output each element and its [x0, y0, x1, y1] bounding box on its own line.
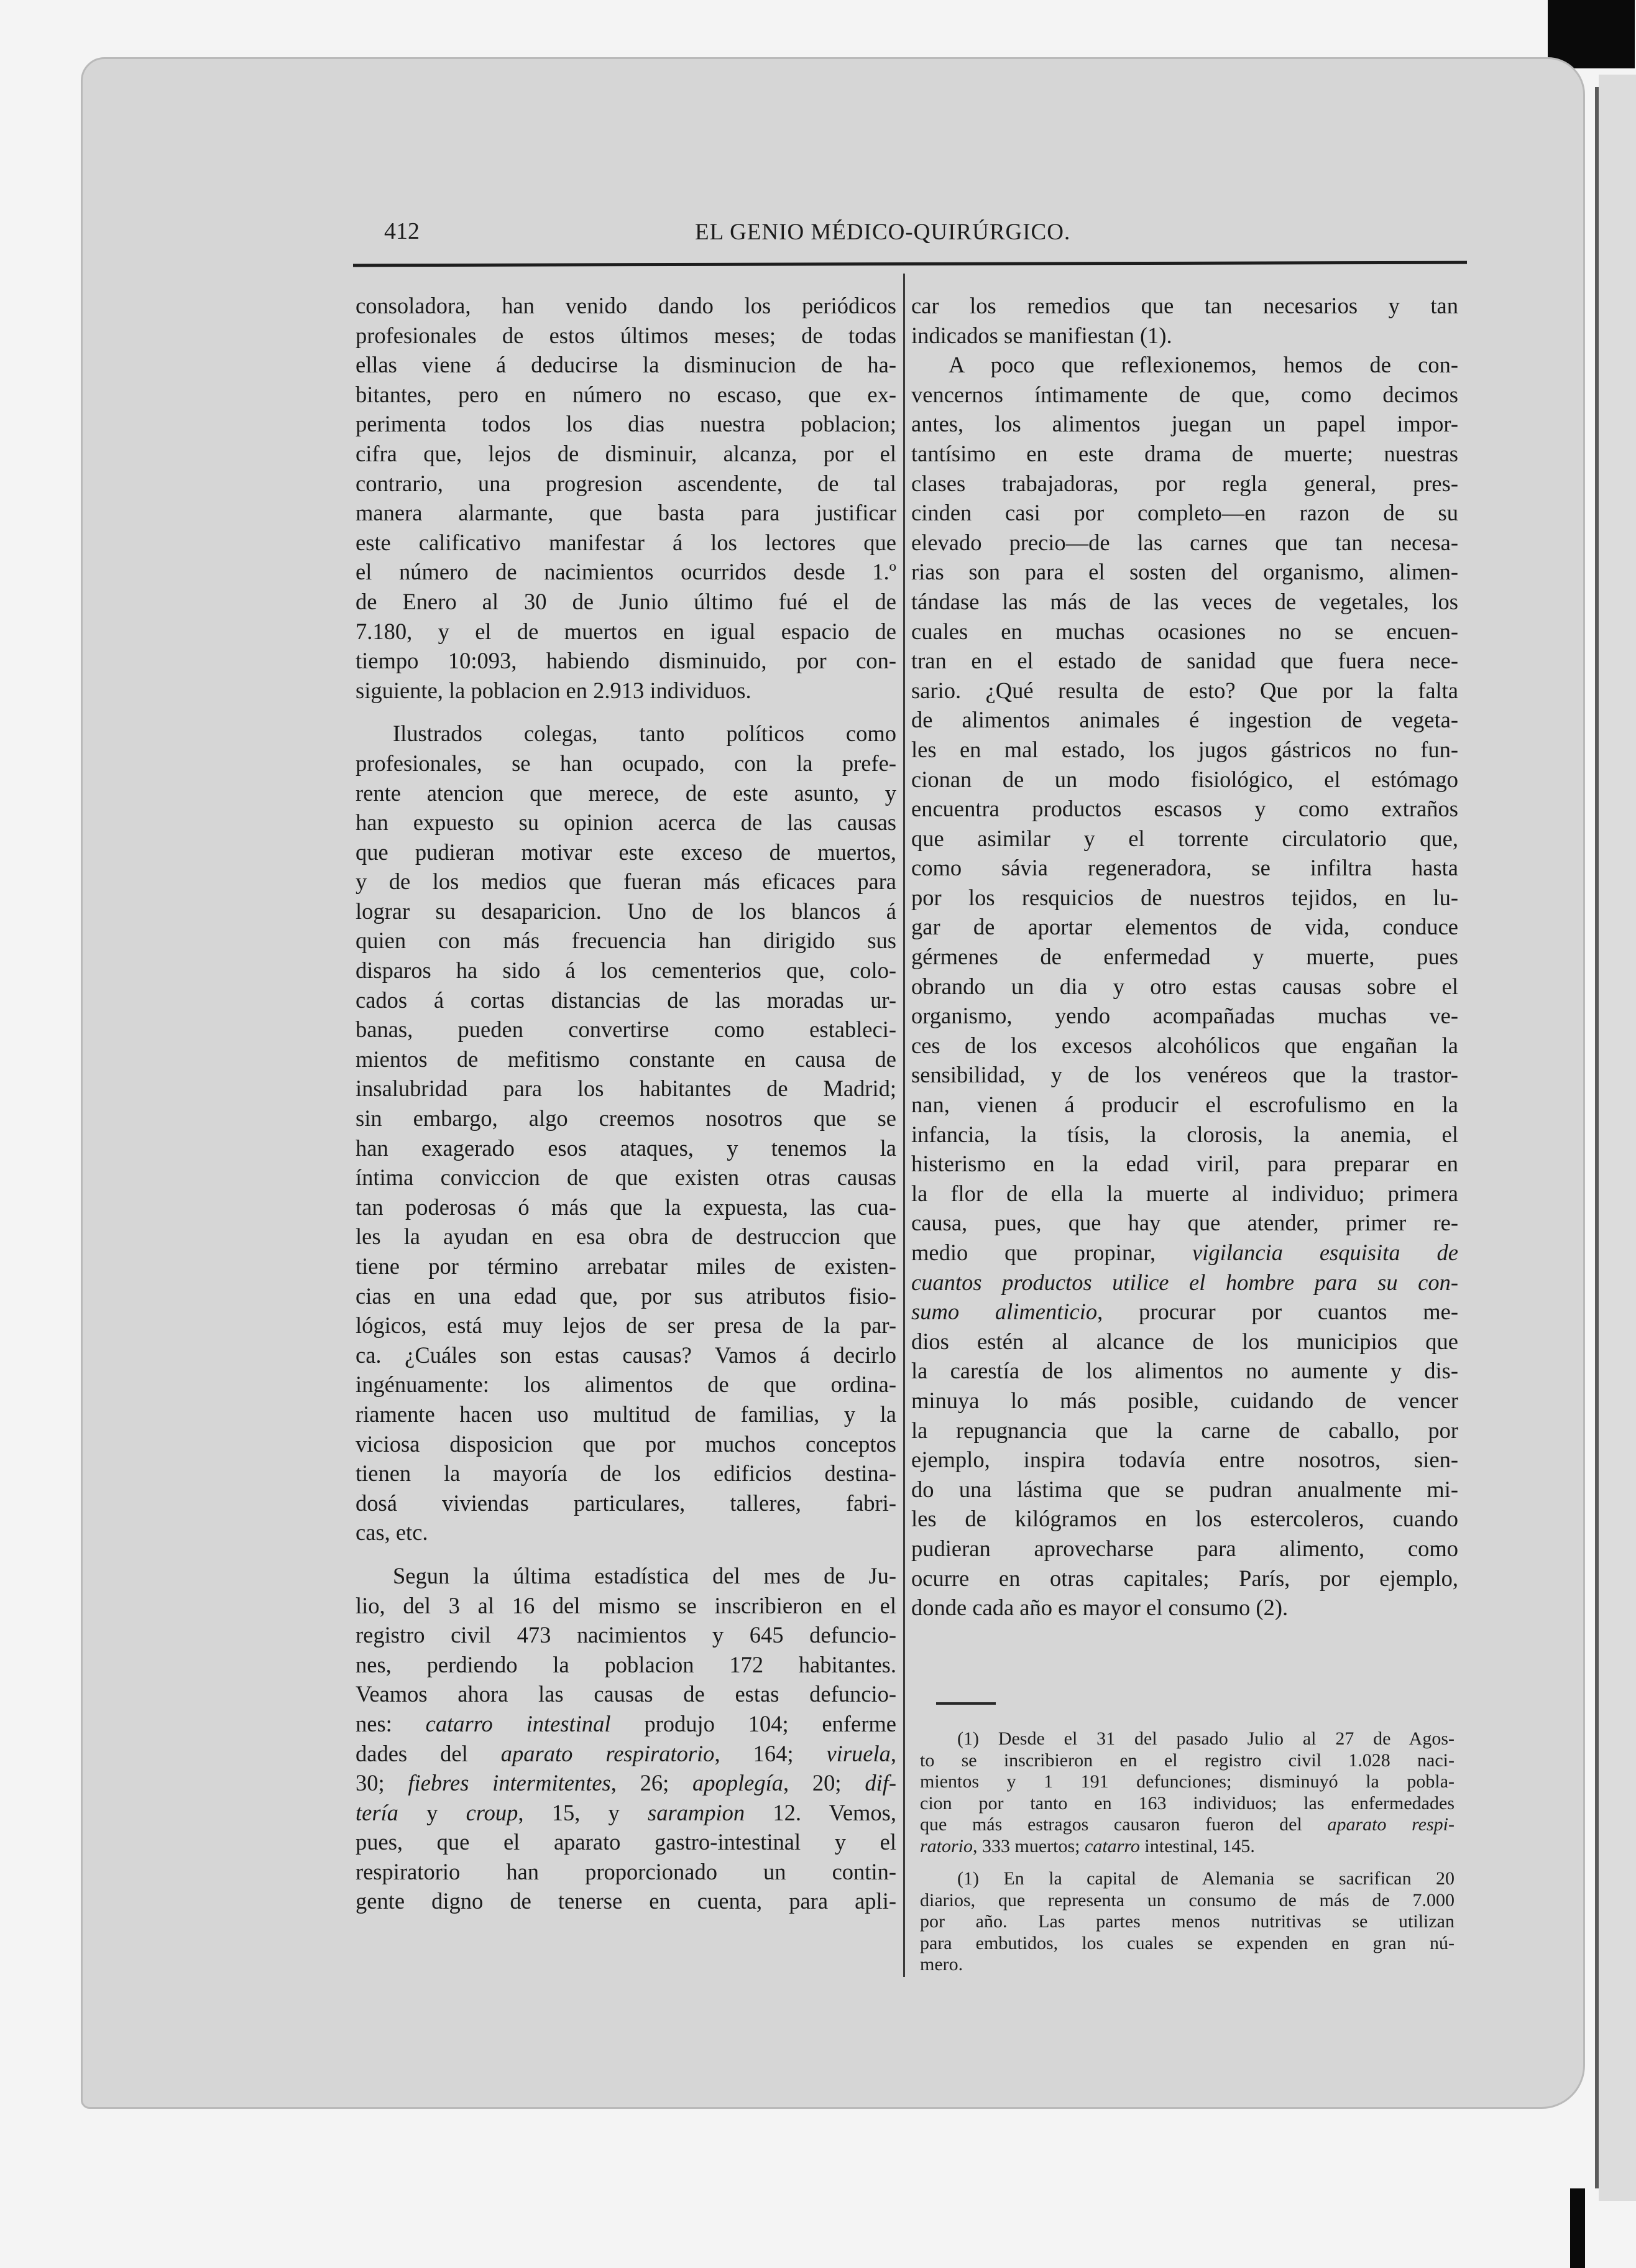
- text-line: tiene por término arrebatar miles de existen-: [356, 1253, 896, 1279]
- text-line: gente digno de tenerse en cuenta, para apli-: [356, 1888, 896, 1914]
- italic-term: dif-: [865, 1770, 896, 1796]
- text-line: rias son para el sosten del organismo, alimen-: [911, 559, 1458, 585]
- italic-term: apoplegía: [692, 1770, 784, 1796]
- text-line: bitantes, pero en número no escaso, que ex-: [356, 381, 896, 407]
- text-line: íntima conviccion de que existen otras causas: [356, 1164, 896, 1191]
- text-line: gérmenes de enfermedad y muerte, pues: [911, 944, 1458, 970]
- text-line: ca. ¿Cuáles son estas causas? Vamos á decirlo: [356, 1342, 896, 1368]
- text-line: nes, perdiendo la poblacion 172 habitantes.: [356, 1651, 896, 1677]
- text-line: consoladora, han venido dando los periódicos: [356, 293, 896, 318]
- text-line: lio, del 3 al 16 del mismo se inscribieron en el: [356, 1592, 896, 1618]
- footnote-2: [920, 1868, 1454, 1976]
- text-line: cionan de un modo fisiológico, el estómago: [911, 766, 1458, 792]
- text-line: cas, etc.: [356, 1519, 428, 1546]
- text-line: registro civil 473 nacimientos y 645 defuncio-: [356, 1622, 896, 1648]
- footnote-1: [920, 1728, 1454, 1857]
- text-line: dades del aparato respiratorio, 164; viruela,: [356, 1740, 896, 1766]
- text-line: ces de los excesos alcohólicos que engañan la: [911, 1032, 1458, 1058]
- italic-term: fiebres intermitentes: [408, 1770, 611, 1796]
- italic-term: tería: [356, 1799, 398, 1825]
- text-line: nan, vienen á producir el escrofulismo en la: [911, 1092, 1458, 1118]
- text-line: les en mal estado, los jugos gástricos no fun-: [911, 736, 1458, 762]
- text-line: medio que propinar, vigilancia esquisita de: [911, 1240, 1458, 1265]
- text-line: cuales en muchas ocasiones no se encuen-: [911, 618, 1458, 644]
- text-line: organismo, yendo acompañadas muchas ve-: [911, 1003, 1458, 1029]
- text-line: 7.180, y el de muertos en igual espacio de: [356, 618, 896, 644]
- text-line: les de kilógramos en los estercoleros, cuando: [911, 1506, 1458, 1532]
- footnote-line: mientos y 1 191 defunciones; disminuyó la pobla-: [920, 1771, 1454, 1792]
- text-line: han exagerado esos ataques, y tenemos la: [356, 1135, 896, 1161]
- text-line: tran en el estado de sanidad que fuera nece-: [911, 648, 1458, 674]
- footnote-line: para embutidos, los cuales se expenden en gran nú-: [920, 1932, 1454, 1953]
- text-line: profesionales de estos últimos meses; de todas: [356, 322, 896, 348]
- column-divider: [903, 274, 905, 1977]
- text-line: perimenta todos los dias nuestra poblacion;: [356, 411, 896, 437]
- text-line: que asimilar y el torrente circulatorio que,: [911, 825, 1458, 851]
- text-line: profesionales, se han ocupado, con la prefe-: [356, 750, 896, 776]
- text-line: como sávia regeneradora, se infiltra hasta: [911, 855, 1458, 881]
- left-column: [356, 291, 896, 1916]
- text-line: han expuesto su opinion acerca de las causas: [356, 809, 896, 836]
- text-line: este calificativo manifestar á los lectores que: [356, 529, 896, 555]
- text-line: Veamos ahora las causas de estas defuncio-: [356, 1681, 896, 1707]
- text-line: quien con más frecuencia han dirigido sus: [356, 928, 896, 954]
- text-line: Ilustrados colegas, tanto políticos como: [393, 721, 896, 747]
- text-line: lógicos, está muy lejos de ser presa de la par-: [356, 1312, 896, 1339]
- text-line: les la ayudan en esa obra de destruccion que: [356, 1224, 896, 1250]
- text-line: A poco que reflexionemos, hemos de con-: [949, 352, 1458, 378]
- binding-edge-top: [1548, 0, 1635, 68]
- text-line: dios estén al alcance de los municipios que: [911, 1328, 1458, 1354]
- text-line: encuentra productos escasos y como extraños: [911, 796, 1458, 822]
- text-line: cinden casi por completo—en razon de su: [911, 500, 1458, 526]
- text-line: cias en una edad que, por sus atributos fisio-: [356, 1283, 896, 1309]
- text-line: rente atencion que merece, de este asunto, y: [356, 780, 896, 806]
- text-line: viciosa disposicion que por muchos conceptos: [356, 1431, 896, 1457]
- text-line: sumo alimenticio, procurar por cuantos me-: [911, 1299, 1458, 1325]
- footnote-line: ratorio, 333 muertos; catarro intestinal, 145.: [920, 1835, 1255, 1856]
- page-number: 412: [384, 218, 420, 244]
- text-line: sario. ¿Qué resulta de esto? Que por la falta: [911, 677, 1458, 703]
- italic-term: croup: [466, 1799, 518, 1825]
- text-line: pudieran aprovecharse para alimento, como: [911, 1535, 1458, 1561]
- text-line: pues, que el aparato gastro-intestinal y el: [356, 1829, 896, 1855]
- text-line: car los remedios que tan necesarios y tan: [911, 293, 1458, 318]
- text-line: sin embargo, algo creemos nosotros que se: [356, 1105, 896, 1132]
- text-line: tería y croup, 15, y sarampion 12. Vemos,: [356, 1799, 897, 1825]
- italic-term: aparato respiratorio: [500, 1740, 715, 1766]
- text-line: minuya lo más posible, cuidando de vencer: [911, 1387, 1458, 1413]
- text-line: respiratorio han proporcionado un contin-: [356, 1858, 896, 1884]
- text-line: dosá viviendas particulares, talleres, fabri-: [356, 1490, 896, 1516]
- text-line: tienen la mayoría de los edificios destina-: [356, 1460, 896, 1487]
- text-line: que pudieran motivar este exceso de muertos,: [356, 839, 896, 865]
- italic-term: ratorio: [920, 1835, 973, 1856]
- text-line: de Enero al 30 de Junio último fué el de: [356, 588, 896, 614]
- book-gutter: [1595, 87, 1599, 2188]
- page-header: [384, 218, 1466, 255]
- text-line: manera alarmante, que basta para justificar: [356, 500, 896, 526]
- text-line: Segun la última estadística del mes de Ju-: [393, 1562, 896, 1588]
- text-line: la repugnancia que la carne de caballo, por: [911, 1417, 1458, 1443]
- text-line: contrario, una progresion ascendente, de tal: [356, 470, 896, 496]
- footnote-line: (1) Desde el 31 del pasado Julio al 27 de Agos-: [957, 1728, 1454, 1749]
- footnote-line: que más estragos causaron fueron del aparato respi-: [920, 1814, 1454, 1835]
- italic-term: viruela: [826, 1740, 891, 1766]
- text-line: gar de aportar elementos de vida, conduce: [911, 914, 1458, 940]
- text-line: tantísimo en este drama de muerte; nuestras: [911, 440, 1458, 466]
- footnote-line: por año. Las partes menos nutritivas se utilizan: [920, 1911, 1454, 1932]
- text-line: siguiente, la poblacion en 2.913 individuos.: [356, 677, 751, 703]
- right-column: [911, 291, 1458, 1623]
- text-line: insalubridad para los habitantes de Madrid;: [356, 1076, 896, 1102]
- text-line: y de los medios que fueran más eficaces para: [356, 869, 896, 895]
- text-line: ellas viene á deducirse la disminucion de ha-: [356, 352, 896, 378]
- text-line: sensibilidad, y de los venéreos que la trastor-: [911, 1062, 1458, 1088]
- italic-term: catarro intestinal: [425, 1710, 611, 1736]
- text-line: causa, pues, que hay que atender, primer re-: [911, 1210, 1458, 1236]
- footnote-line: mero.: [920, 1954, 963, 1975]
- text-line: la flor de ella la muerte al individuo; primera: [911, 1180, 1458, 1206]
- running-title: EL GENIO MÉDICO-QUIRÚRGICO.: [695, 219, 1071, 245]
- italic-term: catarro: [1085, 1835, 1140, 1856]
- text-line: cados á cortas distancias de las moradas ur-: [356, 987, 896, 1013]
- text-line: obrando un dia y otro estas causas sobre el: [911, 973, 1458, 999]
- footnote-rule: [936, 1702, 996, 1705]
- text-line: ingénuamente: los alimentos de que ordina-: [356, 1371, 896, 1398]
- text-line: por los resquicios de nuestros tejidos, en lu-: [911, 884, 1458, 910]
- text-line: la carestía de los alimentos no aumente y dis-: [911, 1358, 1458, 1384]
- italic-phrase: vigilancia esquisita de: [1192, 1240, 1458, 1265]
- text-line: el número de nacimientos ocurridos desde 1.º: [356, 559, 896, 585]
- text-line: tándase las más de las veces de vegetales, los: [911, 588, 1458, 614]
- footnote-line: diarios, que representa un consumo de más de 7.000: [920, 1889, 1454, 1911]
- text-line: tiempo 10:093, habiendo disminuido, por con-: [356, 648, 896, 674]
- text-line: indicados se manifiestan (1).: [911, 322, 1172, 348]
- text-line: ejemplo, inspira todavía entre nosotros, sien-: [911, 1447, 1458, 1473]
- footnote-line: to se inscribieron en el registro civil 1.028 naci-: [920, 1749, 1454, 1771]
- text-line: mientos de mefitismo constante en causa de: [356, 1046, 896, 1072]
- text-line: [911, 1268, 1458, 1298]
- text-line: nes: catarro intestinal produjo 104; enferme: [356, 1710, 896, 1736]
- text-line: cifra que, lejos de disminuir, alcanza, por el: [356, 440, 896, 466]
- text-line: riamente hacen uso multitud de familias, y la: [356, 1401, 896, 1427]
- text-line: ocurre en otras capitales; París, por ejemplo,: [911, 1565, 1458, 1591]
- text-line: lograr su desaparicion. Uno de los blancos á: [356, 898, 896, 924]
- text-line: elevado precio—de las carnes que tan necesa-: [911, 529, 1458, 555]
- binding-edge-bottom: [1570, 2188, 1585, 2268]
- text-line: antes, los alimentos juegan un papel impor-: [911, 411, 1458, 437]
- italic-term: sarampion: [648, 1799, 745, 1825]
- footnote-line: (1) En la capital de Alemania se sacrifican 20: [957, 1868, 1454, 1889]
- text-line: donde cada año es mayor el consumo (2).: [911, 1595, 1289, 1621]
- text-line: histerismo en la edad viril, para preparar en: [911, 1151, 1458, 1177]
- text-line: clases trabajadoras, por regla general, pres-: [911, 470, 1458, 496]
- text-line: vencernos íntimamente de que, como decimos: [911, 381, 1458, 407]
- text-line: banas, pueden convertirse como estableci-: [356, 1016, 896, 1043]
- footnote-line: cion por tanto en 163 individuos; las enfermedades: [920, 1792, 1454, 1814]
- facing-page-edge: [1599, 75, 1636, 2201]
- text-line: 30; fiebres intermitentes, 26; apoplegía, 20; dif-: [356, 1770, 896, 1796]
- text-line: tan poderosas ó más que la expuesta, las cua-: [356, 1194, 896, 1220]
- italic-term: aparato respi-: [1327, 1814, 1454, 1835]
- text-line: disparos ha sido á los cementerios que, colo-: [356, 957, 896, 984]
- footnotes: [920, 1728, 1454, 1976]
- text-line: de alimentos animales é ingestion de vegeta-: [911, 707, 1458, 733]
- italic-phrase: cuantos productos utilice el hombre para su con-: [911, 1269, 1458, 1295]
- text-line: do una lástima que se pudran anualmente mi-: [911, 1476, 1458, 1502]
- italic-phrase: sumo alimenticio: [911, 1299, 1098, 1325]
- text-line: infancia, la tísis, la clorosis, la anemia, el: [911, 1121, 1458, 1147]
